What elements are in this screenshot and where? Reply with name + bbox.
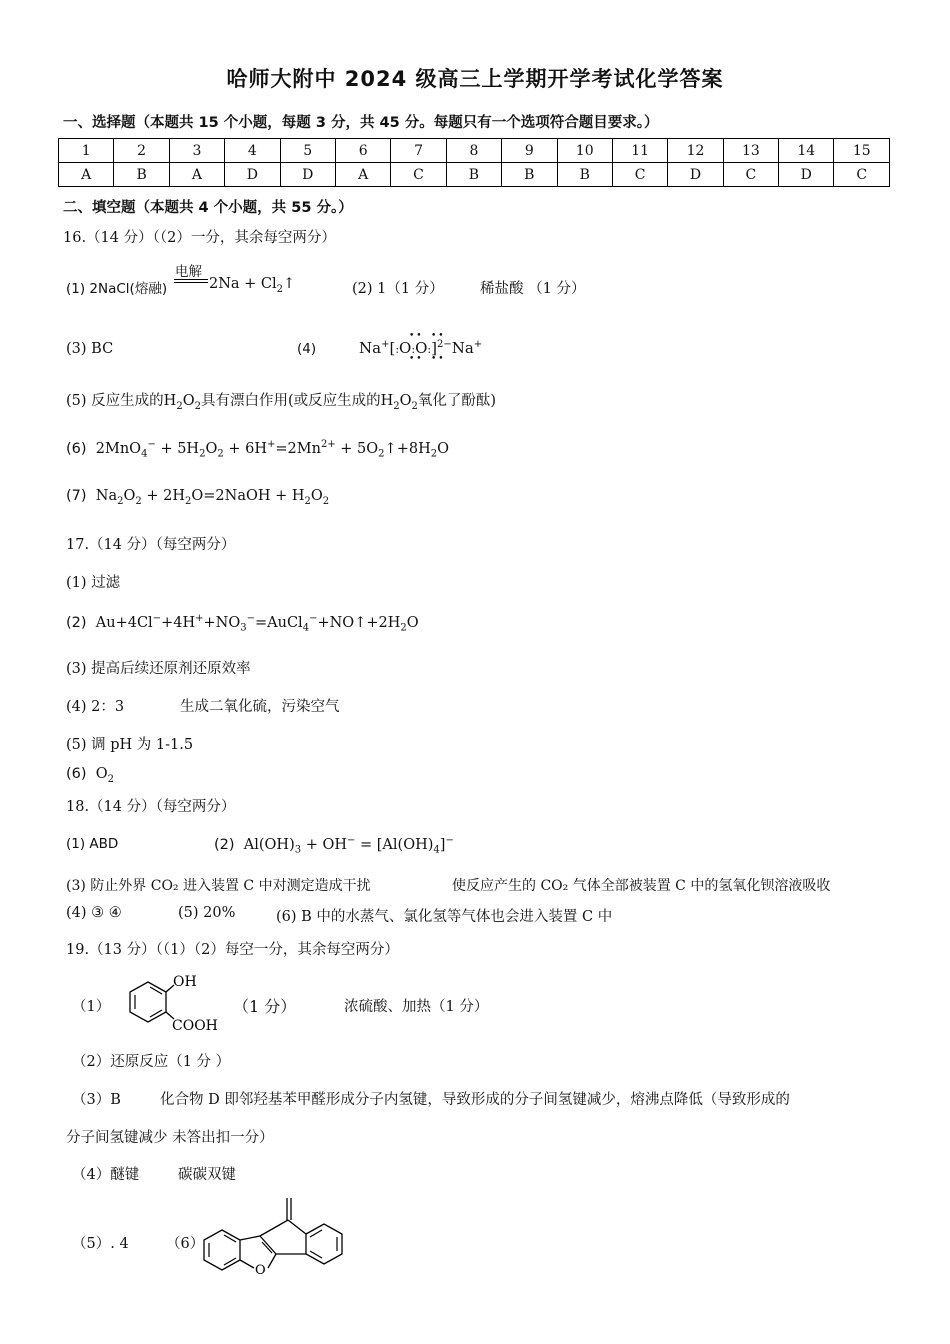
q16-part1-condition: 电解 xyxy=(175,264,202,280)
table-cell-number: 2 xyxy=(114,139,169,163)
q16-part1-equation: $2Na + Cl_2↑$ xyxy=(209,276,296,295)
table-cell-number: 6 xyxy=(335,139,390,163)
q19-part1b: 浓硫酸、加热（1 分） xyxy=(344,999,489,1015)
q19-part1-label: （1） xyxy=(72,999,111,1015)
table-cell-answer: B xyxy=(114,163,169,187)
table-cell-answer: D xyxy=(280,163,335,187)
q16-part4-label: (4) xyxy=(297,341,317,357)
electron-dots-top-1: •• xyxy=(409,331,424,341)
table-cell-number: 5 xyxy=(280,139,335,163)
q17-header: 17.（14 分）（每空两分） xyxy=(66,537,236,553)
table-cell-answer: A xyxy=(59,163,114,187)
table-cell-number: 4 xyxy=(225,139,280,163)
q18-part4: (4) ③ ④ xyxy=(66,905,122,921)
q18-part2: (2) $Al(OH)_3 + OH^- = [Al(OH)_4]^-$ xyxy=(214,835,454,856)
table-row-answers xyxy=(59,163,890,187)
q19-part4b: 碳碳双键 xyxy=(178,1167,236,1183)
q18-part1: (1) ABD xyxy=(66,836,119,852)
salicylic-acid-structure xyxy=(120,968,230,1036)
q17-part4b: 生成二氧化硫，污染空气 xyxy=(180,699,340,715)
q17-part6: (6) $O_2$ xyxy=(66,766,115,785)
q18-part3b: 使反应产生的 CO₂ 气体全部被装置 C 中的氢氧化钡溶液吸收 xyxy=(452,878,831,894)
table-cell-answer: D xyxy=(225,163,280,187)
q19-part5: （5）. 4 xyxy=(72,1236,129,1252)
table-cell-answer: B xyxy=(446,163,501,187)
table-cell-answer: D xyxy=(668,163,723,187)
q19-header: 19.（13 分）（（1）（2）每空一分，其余每空两分） xyxy=(66,942,399,958)
q18-part3a: (3) 防止外界 CO₂ 进入装置 C 中对测定造成干扰 xyxy=(66,878,371,894)
table-cell-answer: B xyxy=(502,163,557,187)
q17-part4a: (4) 2：3 xyxy=(66,699,125,715)
q19-part6: （6） xyxy=(166,1236,205,1252)
table-cell-answer: C xyxy=(723,163,778,187)
table-cell-number: 10 xyxy=(557,139,612,163)
electron-dots-top-2: •• xyxy=(431,331,446,341)
table-cell-number: 12 xyxy=(668,139,723,163)
carboxyl-label: COOH xyxy=(172,1018,218,1034)
table-cell-answer: C xyxy=(391,163,446,187)
hydroxyl-label: OH xyxy=(173,974,197,990)
answer-table xyxy=(58,138,890,187)
table-cell-number: 7 xyxy=(391,139,446,163)
table-cell-number: 11 xyxy=(612,139,667,163)
table-cell-number: 1 xyxy=(59,139,114,163)
q16-part5: (5) 反应生成的$H_2O_2$具有漂白作用(或反应生成的$H_2O_2$氧化了酚酞) xyxy=(66,393,497,412)
q17-part5: (5) 调 pH 为 1-1.5 xyxy=(66,737,194,753)
table-cell-number: 15 xyxy=(834,139,890,163)
oxygen-atom-label: O xyxy=(255,1263,266,1278)
q17-part1: (1) 过滤 xyxy=(66,575,121,591)
q19-part3b: 化合物 D 即邻羟基苯甲醛形成分子内氢键，导致形成的分子间氢键减少，熔沸点降低（导致形成的 xyxy=(160,1092,790,1108)
table-cell-answer: A xyxy=(169,163,224,187)
table-cell-number: 3 xyxy=(169,139,224,163)
q17-part2: (2) $Au+4Cl^-+4H^++NO_3^-=AuCl_4^-+NO↑+2H_2O$ xyxy=(66,613,419,634)
table-cell-number: 14 xyxy=(779,139,834,163)
q18-part5: (5) 20% xyxy=(178,905,236,921)
table-cell-answer: B xyxy=(557,163,612,187)
page-title: 哈师大附中 2024 级高三上学期开学考试化学答案 xyxy=(226,67,724,91)
q18-header: 18.（14 分）（每空两分） xyxy=(66,799,236,815)
table-cell-answer: D xyxy=(779,163,834,187)
table-cell-number: 9 xyxy=(502,139,557,163)
q16-header: 16.（14 分）（（2）一分，其余每空两分） xyxy=(63,230,336,246)
q19-part3c: 分子间氢键减少 未答出扣一分） xyxy=(66,1130,274,1146)
q16-part3: (3) BC xyxy=(66,341,114,357)
q17-part3: (3) 提高后续还原剂还原效率 xyxy=(66,661,251,677)
table-cell-answer: A xyxy=(335,163,390,187)
q16-part2: (2) 1（1 分） xyxy=(352,281,444,297)
q16-part1-label: (1) 2NaCl(熔融) xyxy=(66,281,168,297)
equal-sign-bottom xyxy=(174,282,208,283)
electron-dots-bottom-1: •• xyxy=(409,354,424,364)
q19-part2: （2）还原反应（1 分 ） xyxy=(72,1054,231,1070)
equal-sign-top xyxy=(174,279,208,280)
table-cell-answer: C xyxy=(612,163,667,187)
electron-dots-bottom-2: •• xyxy=(431,354,446,364)
q16-part7: (7) $Na_2O_2$ + $2H_2O=2NaOH + H_2O_2$ xyxy=(66,488,330,507)
section-fill-heading: 二、填空题（本题共 4 个小题，共 55 分。） xyxy=(63,200,353,216)
table-row-numbers xyxy=(59,139,890,163)
q19-part4a: （4）醚键 xyxy=(72,1167,140,1183)
table-cell-number: 8 xyxy=(446,139,501,163)
table-cell-number: 13 xyxy=(723,139,778,163)
section-choice-heading: 一、选择题（本题共 15 个小题，每题 3 分，共 45 分。每题只有一个选项符合题目要求。） xyxy=(63,115,659,131)
q16-part2b: 稀盐酸 （1 分） xyxy=(480,281,586,297)
q18-part6: (6) B 中的水蒸气、氯化氢等气体也会进入装置 C 中 xyxy=(276,909,613,925)
sodium-peroxide-electron-formula: Na+[:O:O:]$^{2-}$Na+ xyxy=(359,339,483,357)
table-cell-answer: C xyxy=(834,163,890,187)
q16-part6: (6) $2MnO_4^- + 5H_2O_2 + 6H^+=2Mn^{2+}$ + $5O_2↑+8H_2O$ xyxy=(66,439,449,460)
q19-part3a: （3）B xyxy=(72,1092,121,1108)
q19-part1-score: （1 分） xyxy=(233,997,297,1016)
fused-ring-structure xyxy=(196,1190,362,1286)
